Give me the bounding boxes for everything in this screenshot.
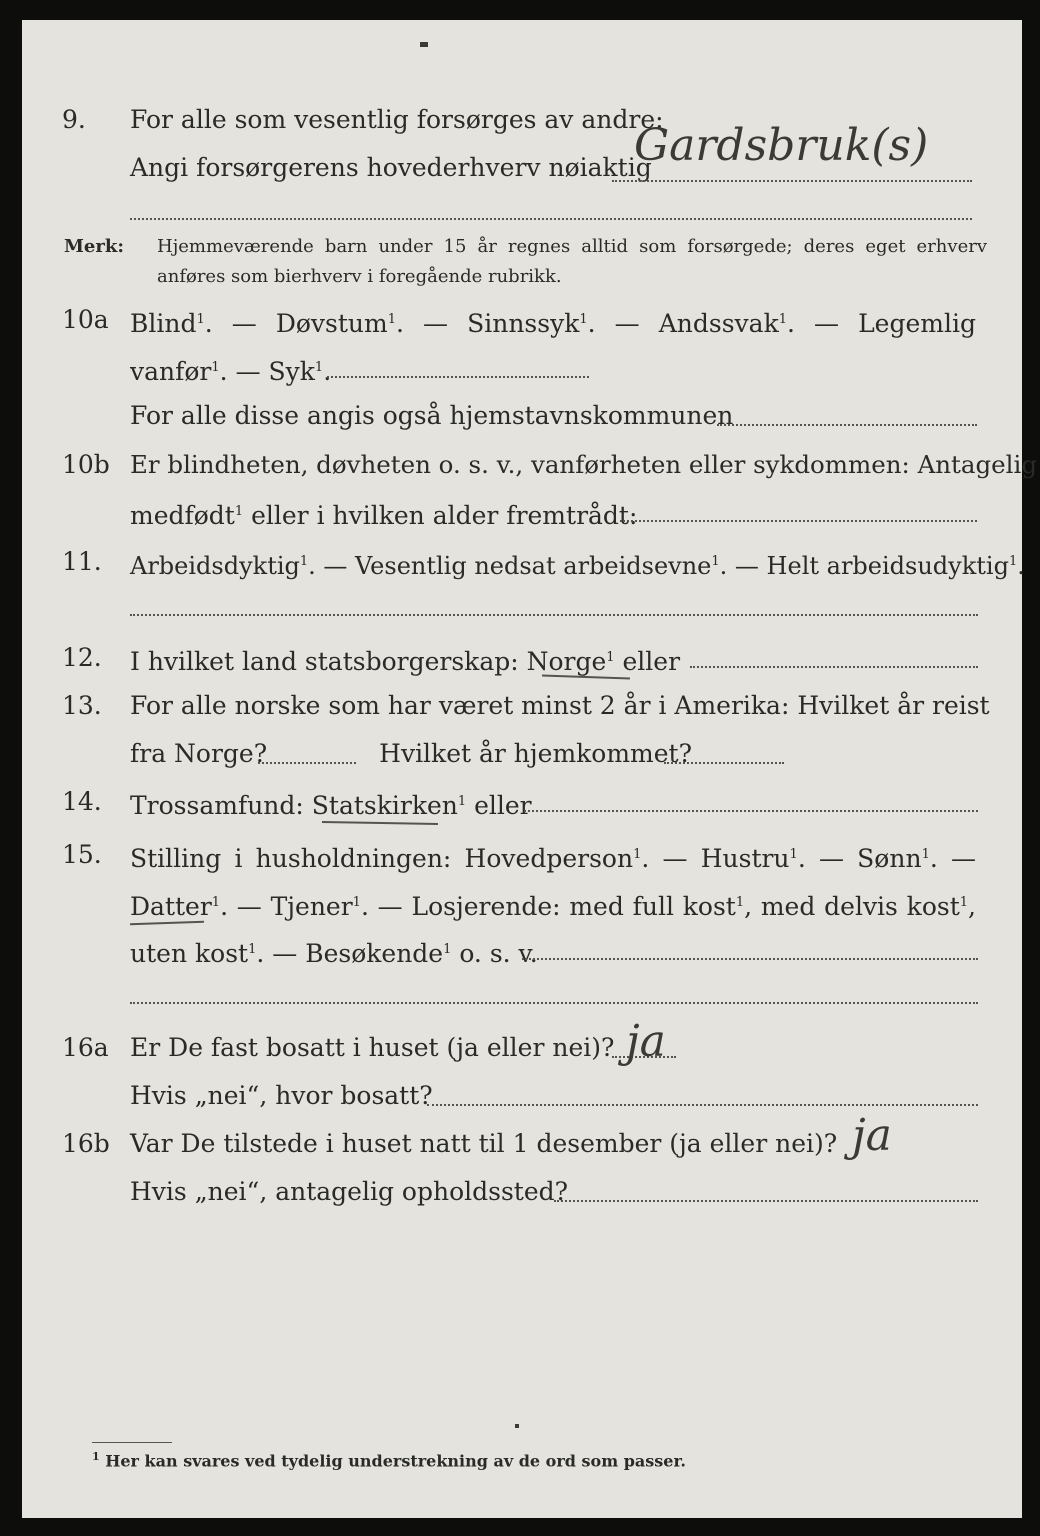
question-number: 12.: [62, 643, 102, 672]
answer-line[interactable]: [522, 958, 978, 960]
footnote: [92, 1450, 686, 1470]
footnote-marker: 1: [92, 1450, 100, 1463]
handwritten-answer-9: Gardsbruk(s): [634, 120, 929, 171]
question-10b: [22, 445, 1038, 485]
question-text: For alle som vesentlig forsørges av andre:: [130, 105, 664, 134]
question-number: 10b: [62, 450, 110, 479]
question-10a-line3: [22, 396, 1022, 436]
handwritten-answer-16b: ja: [852, 1110, 892, 1161]
question-text: Er blindheten, døvheten o. s. v., vanførheten eller sykdommen: Antagelig: [130, 450, 1038, 479]
question-number: 15.: [62, 840, 102, 869]
question-text: Datter$^1$. — Tjener$^1$. — Losjerende: med full kost$^1$, med delvis kost$^1$,: [130, 892, 976, 921]
question-10b-line2: [22, 492, 1022, 532]
question-text: Hvis „nei“, antagelig opholdssted?: [130, 1177, 569, 1206]
question-text: Hvis „nei“, hvor bosatt?: [130, 1081, 433, 1110]
question-13-line2: [22, 734, 1022, 774]
question-text: Angi forsørgerens hovederhverv nøiaktig: [130, 153, 652, 182]
question-text: Er De fast bosatt i huset (ja eller nei)?: [130, 1033, 615, 1062]
question-number: 14.: [62, 787, 102, 816]
answer-line[interactable]: [130, 218, 972, 220]
handwritten-answer-16a: ja: [626, 1016, 666, 1067]
question-text: Var De tilstede i huset natt til 1 desember (ja eller nei)?: [130, 1129, 838, 1158]
question-12: [22, 638, 1022, 678]
question-number: 9.: [62, 105, 86, 134]
answer-line[interactable]: [664, 762, 784, 764]
note-line: anføres som bierhverv i foregående rubrikk.: [157, 266, 562, 287]
answer-line[interactable]: [327, 376, 589, 378]
question-14: [22, 782, 1022, 822]
question-text: Stilling i husholdningen: Hovedperson$^1$. — Hustru$^1$. — Sønn$^1$. —: [130, 844, 976, 873]
question-11: [22, 542, 1025, 582]
question-text: For alle disse angis også hjemstavnskommunen: [130, 401, 734, 430]
footnote-rule: [92, 1442, 172, 1443]
footnote-text: Her kan svares ved tydelig understrekning av de ord som passer.: [105, 1451, 686, 1471]
question-number: 10a: [62, 305, 109, 334]
question-text: vanfør$^1$. — Syk$^1$.: [130, 357, 332, 386]
census-form-page: [22, 20, 1038, 1518]
question-16b-line2: [22, 1172, 1022, 1212]
question-number: 11.: [62, 547, 102, 576]
answer-line[interactable]: [554, 1200, 978, 1202]
note-label: Merk:: [64, 236, 124, 257]
answer-line[interactable]: [258, 762, 356, 764]
question-15-line3: [22, 930, 1022, 970]
question-text: Blind$^1$. — Døvstum$^1$. — Sinnssyk$^1$. — Andssvak$^1$. — Legemlig: [130, 309, 976, 338]
question-text: uten kost$^1$. — Besøkende$^1$ o. s. v.: [130, 939, 538, 968]
question-text: fra Norge? Hvilket år hjemkommet?: [130, 739, 693, 768]
question-text: medfødt$^1$ eller i hvilken alder fremtrådt:: [130, 501, 638, 530]
answer-line[interactable]: [620, 520, 977, 522]
question-text: For alle norske som har været minst 2 år i Amerika: Hvilket år reist: [130, 691, 990, 720]
question-text: Arbeidsdyktig$^1$. — Vesentlig nedsat arbeidsevne$^1$. — Helt arbeidsudyktig$^1$.: [130, 552, 1025, 580]
question-10a-line2: [22, 348, 1022, 388]
answer-line[interactable]: [130, 1002, 978, 1004]
answer-line[interactable]: [612, 180, 972, 182]
question-15: [22, 835, 1022, 875]
question-number: 13.: [62, 691, 102, 720]
question-number: 16a: [62, 1033, 109, 1062]
question-15-line2: [22, 883, 1022, 923]
answer-line[interactable]: [130, 614, 978, 616]
question-13: [22, 686, 1022, 726]
answer-line[interactable]: [524, 810, 978, 812]
answer-line[interactable]: [717, 424, 977, 426]
note-text: [157, 232, 987, 292]
question-text: I hvilket land statsborgerskap: Norge$^1$ eller: [130, 647, 681, 676]
question-10a: [22, 300, 1022, 340]
question-text: Trossamfund: Statskirken$^1$ eller: [130, 791, 532, 820]
question-16a: [22, 1028, 1022, 1068]
note-line: Hjemmeværende barn under 15 år regnes alltid som forsørgede; deres eget erhverv: [157, 236, 987, 257]
ink-speck: [515, 1424, 519, 1428]
answer-line[interactable]: [690, 666, 978, 668]
answer-line[interactable]: [427, 1104, 978, 1106]
question-number: 16b: [62, 1129, 110, 1158]
ink-speck: [420, 42, 428, 47]
